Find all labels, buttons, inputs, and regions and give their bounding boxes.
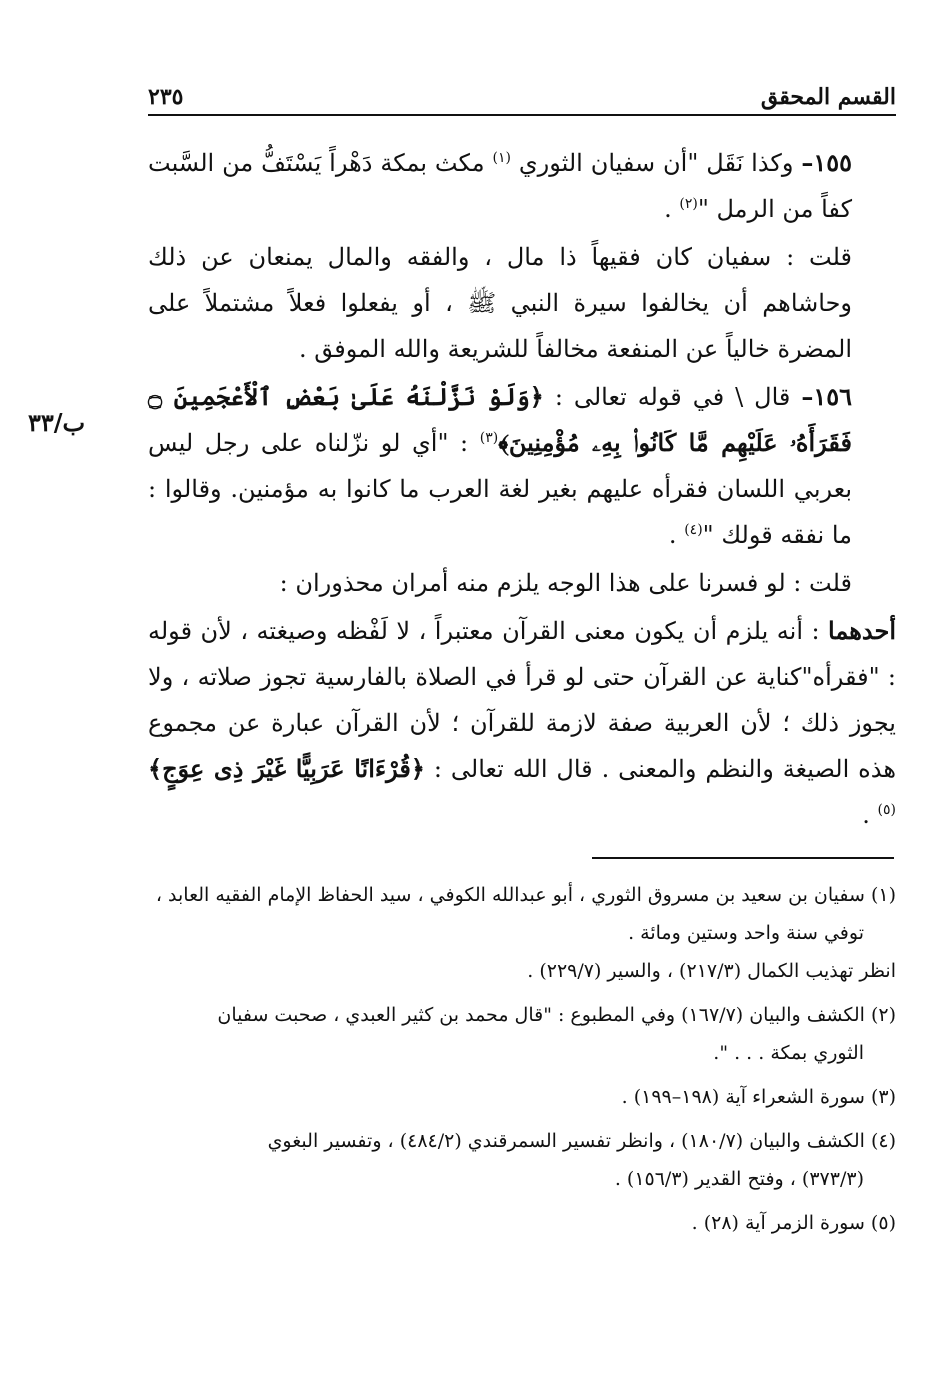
page-number: ٢٣٥ [148, 84, 184, 110]
footnotes [148, 876, 896, 1248]
footnote-ref: (١) [492, 150, 511, 166]
footnote-ref: (٢) [679, 196, 698, 212]
footnote-line: (٤) الكشف والبيان (١٨٠/٧) ، وانظر تفسير السمرقندي (٤٨٤/٢) ، وتفسير البغوي [267, 1130, 896, 1152]
paragraph-text: : أنه يلزم أن يكون معنى القرآن معتبراً ، لا لَفْظه وصيغته ، لأن قوله : "فقرأه"كناية عن القرآن حتى لو قرأ في الصلاة بالفارسية تجوز صلاته ، ولا يجوز ذلك ؛ لأن العربية صفة لازمة للقرآن ؛ لأن القرآن عبارة عن مجموع هذه الصيغة والنظم والمعنى . قال الله تعالى : [148, 617, 896, 783]
footnote-ref: (٤) [684, 522, 703, 538]
paragraph-number: ١٥٥– [801, 148, 852, 177]
footnote-separator [592, 857, 894, 859]
manuscript-folio-note: ب/٣٣ [28, 408, 86, 437]
footnote-3 [148, 1078, 896, 1116]
paragraph-156 [148, 374, 896, 558]
paragraph-text: وكذا نَقَل "أن سفيان الثوري [510, 149, 802, 177]
commentary-156: قلت : لو فسرنا على هذا الوجه يلزم منه أمران محذوران : [279, 569, 852, 597]
footnote-line: توفي سنة واحد وستين ومائة . [628, 922, 864, 944]
footnote-line: (٥) سورة الزمر آية (٢٨) . [691, 1212, 896, 1234]
paragraph-text: . [862, 801, 878, 829]
paragraph-text: قال \ في قوله تعالى : [543, 383, 802, 411]
footnote-line: (٣) سورة الشعراء آية (١٩٨–١٩٩) . [621, 1086, 896, 1108]
footnote-ref: (٥) [877, 802, 896, 818]
footnote-line: (١) سفيان بن سعيد بن مسروق الثوري ، أبو عبدالله الكوفي ، سيد الحفاظ الإمام الفقيه العابد ، [155, 884, 896, 906]
paragraph-text: . [668, 521, 685, 549]
footnote-line: الثوري بمكة . . . ". [713, 1042, 864, 1064]
section-title: القسم المحقق [760, 84, 896, 110]
footnote-4 [148, 1122, 896, 1198]
quran-verse: ﴿قُرْءَانًا عَرَبِيًّا غَيْرَ ذِى عِوَجٍ﴾ [148, 754, 425, 783]
paragraph-number: ١٥٦– [801, 382, 852, 411]
paragraph-first-objection [148, 608, 896, 838]
footnote-1 [148, 876, 896, 990]
footnote-ref: (٣) [479, 430, 499, 446]
footnote-line: (٣٧٣/٣) ، وفتح القدير (١٥٦/٣) . [614, 1168, 864, 1190]
quran-verse: ﴿وَلَوْ نَزَّلْنَهُ عَلَىٰ بَعْضِ ٱلْأَعْجَمِينَ ۝ فَقَرَأَهُۥ عَلَيْهِم مَّا كَانُوا۟ بِهِۦ مُؤْمِنِينَ﴾ [148, 382, 853, 457]
footnote-2 [148, 996, 896, 1072]
paragraph-text: . [664, 195, 680, 223]
paragraph-155 [148, 140, 896, 232]
footnote-line: (٢) الكشف والبيان (١٦٧/٧) وفي المطبوع : "قال محمد بن كثير العبدي ، صحبت سفيان [217, 1004, 896, 1026]
footnote-5 [148, 1204, 896, 1242]
main-text [148, 140, 896, 840]
commentary-155: قلت : سفيان كان فقيهاً ذا مال ، والفقه والمال يمنعان عن ذلك وحاشاهم أن يخالفوا سيرة النبي ﷺ ، أو يفعلوا فعلاً مشتملاً على المضرة خالياً عن المنفعة مخالفاً للشريعة والله الموفق . [148, 243, 852, 363]
objection-label: أحدهما [828, 616, 896, 645]
paragraph-text: : "أي لو نزّلناه على رجل ليس بعربي اللسان فقرأه عليهم بغير لغة العرب ما كانوا به مؤمنين. وقالوا : ما نفقه قولك " [148, 429, 852, 549]
footnote-line: انظر تهذيب الكمال (٢١٧/٣) ، والسير (٢٢٩/٧) . [527, 960, 896, 982]
page-header [148, 84, 896, 116]
paragraph-text: مكث بمكة دَهْراً يَسْتَفُّ من السَّبت كفاً من الرمل " [148, 149, 852, 223]
